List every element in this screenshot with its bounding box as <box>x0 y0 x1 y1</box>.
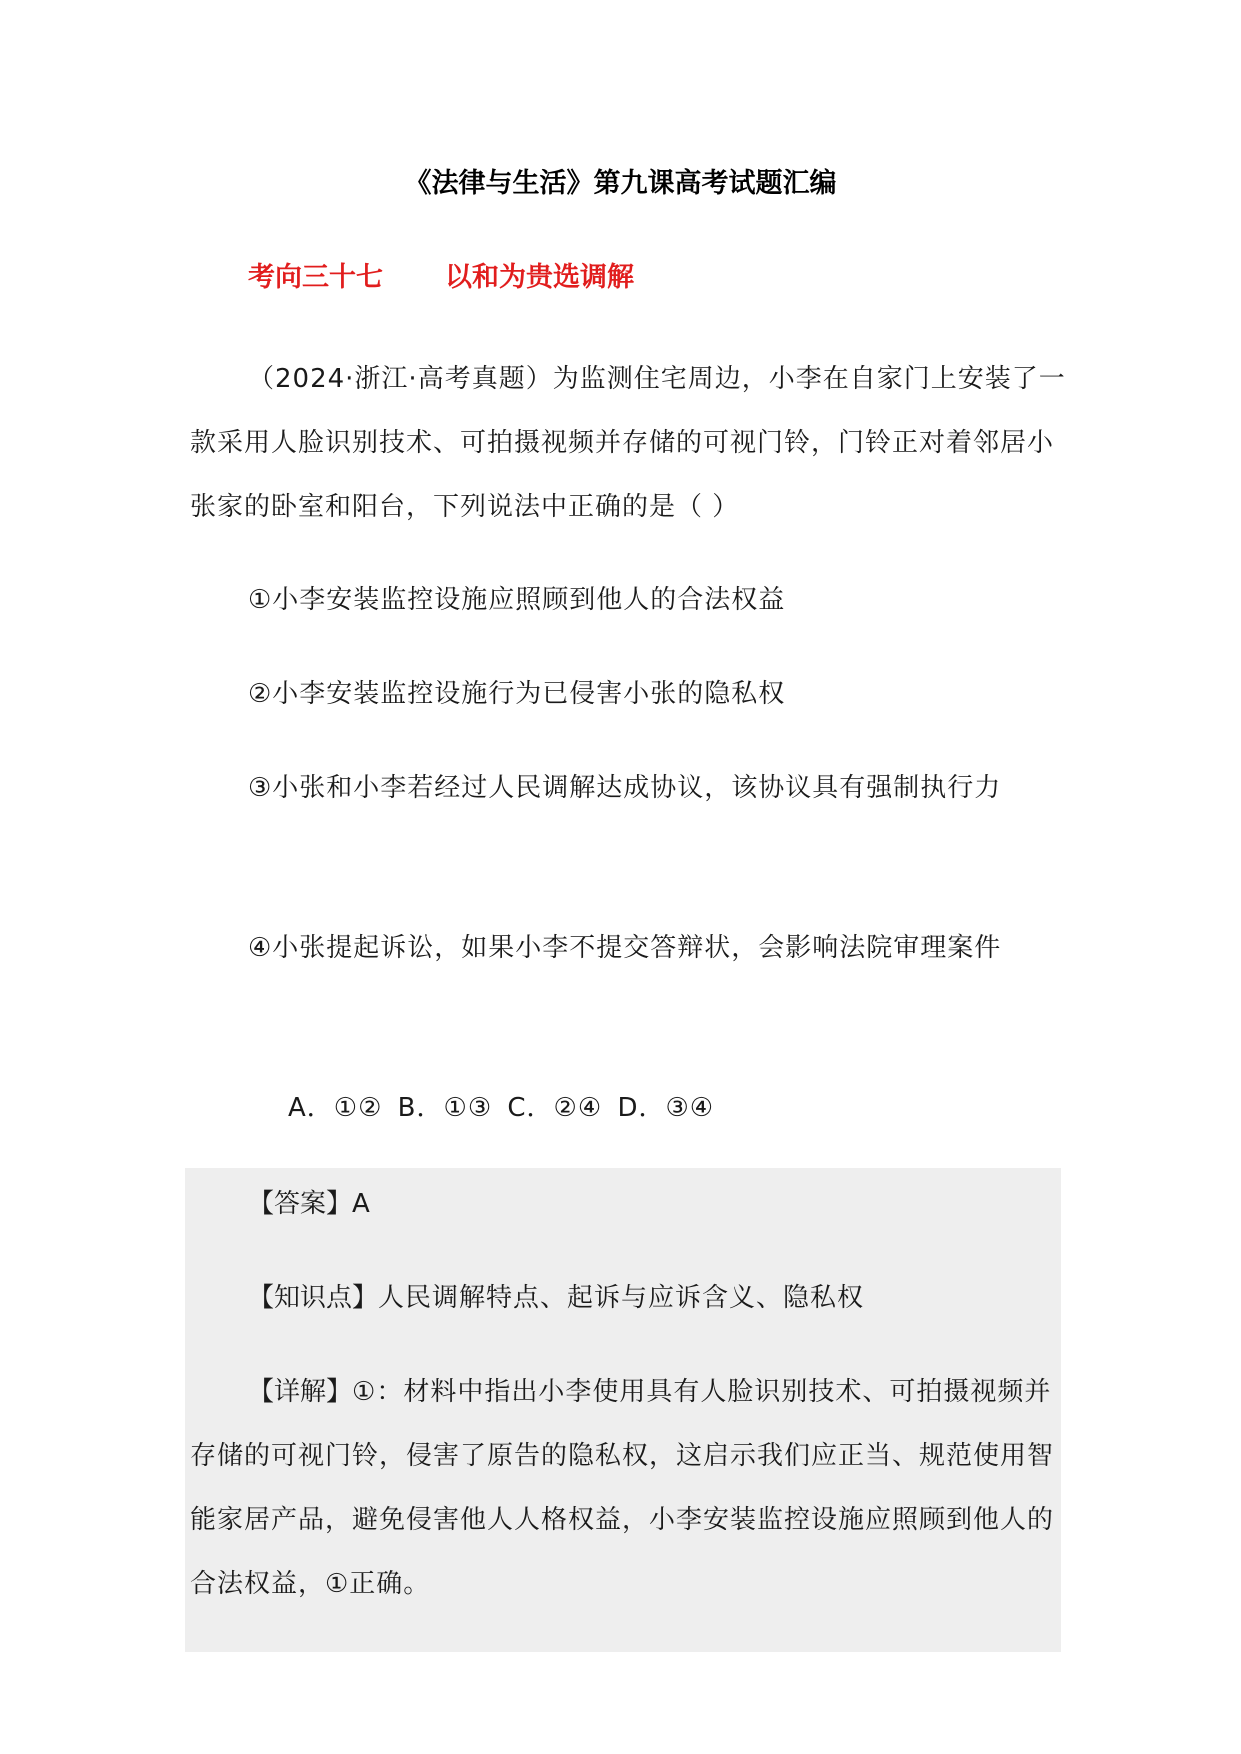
statement-3: ③小张和小李若经过人民调解达成协议，该协议具有强制执行力 <box>248 773 1002 803</box>
knowledge-label: 【知识点】 <box>248 1283 379 1313</box>
detail-paragraph <box>190 1360 1070 1616</box>
knowledge-value: 人民调解特点、起诉与应诉含义、隐私权 <box>378 1283 865 1313</box>
statement-1: ①小李安装监控设施应照顾到他人的合法权益 <box>248 585 786 615</box>
section-label: 考向三十七 <box>248 262 383 293</box>
choice-d: D．③④ <box>617 1093 715 1123</box>
statement-4: ④小张提起诉讼，如果小李不提交答辩状，会影响法院审理案件 <box>248 933 1002 963</box>
choice-a: A．①② <box>288 1093 383 1123</box>
knowledge-line <box>190 1266 1070 1330</box>
detail-label: 【详解】 <box>248 1377 353 1407</box>
choice-b: B．①③ <box>397 1093 493 1123</box>
document-title: 《法律与生活》第九课高考试题汇编 <box>404 168 837 199</box>
answer-line <box>190 1172 1070 1236</box>
answer-value: A <box>352 1189 371 1219</box>
statement-2: ②小李安装监控设施行为已侵害小张的隐私权 <box>248 679 786 709</box>
question-stem: （2024·浙江·高考真题）为监测住宅周边，小李在自家门上安装了一款采用人脸识别技术、可拍摄视频并存储的可视门铃，门铃正对着邻居小张家的卧室和阳台，下列说法中正确的是（ ） <box>190 364 1066 522</box>
section-heading <box>248 254 634 302</box>
choice-c: C．②④ <box>507 1093 603 1123</box>
section-topic: 以和为贵选调解 <box>445 262 634 293</box>
answer-label: 【答案】 <box>248 1189 353 1219</box>
answer-choices <box>288 1076 720 1140</box>
detail-value: ①：材料中指出小李使用具有人脸识别技术、可拍摄视频并存储的可视门铃，侵害了原告的隐私权，这启示我们应正当、规范使用智能家居产品，避免侵害他人人格权益，小李安装监控设施应照顾到他人的合法权益，①正确。 <box>190 1377 1055 1599</box>
